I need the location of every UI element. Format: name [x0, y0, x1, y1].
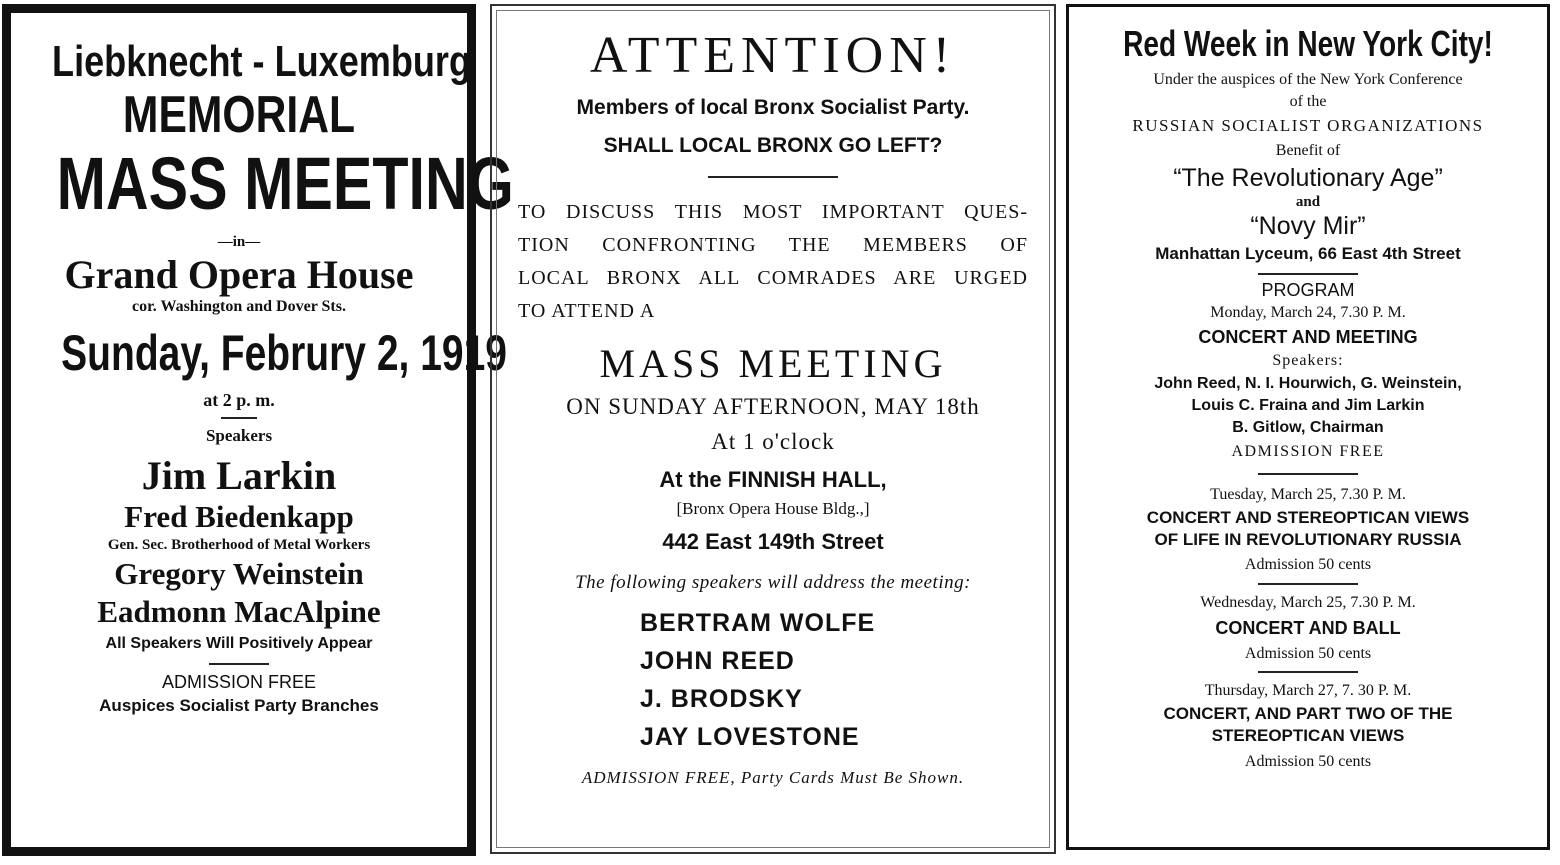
- p2-body: [518, 196, 1028, 328]
- p2-divider: [708, 176, 838, 178]
- p3-e2-title-2: OF LIFE IN REVOLUTIONARY RUSSIA: [1154, 530, 1462, 549]
- p3-auspices-2: of the: [1289, 93, 1327, 110]
- p2-bldg: [Bronx Opera House Bldg.,]: [676, 499, 870, 518]
- p3-e2-admission: Admission 50 cents: [1244, 556, 1372, 573]
- p2-speaker-lovestone: JAY LOVESTONE: [640, 723, 860, 751]
- p2-footer: ADMISSION FREE, Party Cards Must Be Shown.: [581, 768, 965, 787]
- p1-note: All Speakers Will Positively Appear: [105, 635, 373, 652]
- p3-e2-title-1: CONCERT AND STEREOPTICAN VIEWS: [1146, 508, 1470, 527]
- p1-date: Sunday, Februry 2, 1919: [61, 325, 507, 381]
- p3-auspices-1: Under the auspices of the New York Conference: [1153, 71, 1463, 88]
- p2-speaker-wolfe: BERTRAM WOLFE: [640, 609, 876, 637]
- p2-speaker-brodsky: J. BRODSKY: [640, 685, 803, 713]
- p1-speaker-weinstein: Gregory Weinstein: [114, 556, 364, 591]
- p3-e1-speakers-label: Speakers:: [1272, 352, 1344, 369]
- p2-title: ATTENTION!: [589, 27, 957, 84]
- p3-title: Red Week in New York City!: [1123, 23, 1493, 64]
- p1-speaker-larkin: Jim Larkin: [141, 453, 337, 498]
- p2-line1: Members of local Bronx Socialist Party.: [576, 96, 970, 119]
- p1-in-word: —in—: [217, 234, 261, 250]
- p3-e1-admission: ADMISSION FREE: [1231, 443, 1385, 460]
- p2-intro: The following speakers will address the meeting:: [575, 572, 971, 593]
- p1-title-mass-meeting: MASS MEETING: [56, 142, 514, 225]
- p3-e1-speakers-1: John Reed, N. I. Hourwich, G. Weinstein,: [1154, 375, 1462, 392]
- p3-e4-admission: Admission 50 cents: [1244, 753, 1372, 770]
- p1-title-names: Liebknecht - Luxemburg: [52, 37, 472, 86]
- p3-e1-date: Monday, March 24, 7.30 P. M.: [1210, 304, 1406, 321]
- p3-paper-1: “The Revolutionary Age”: [1173, 164, 1443, 192]
- p1-admission: ADMISSION FREE: [161, 672, 317, 692]
- p1-speaker-biedenkapp: Fred Biedenkapp: [124, 499, 354, 534]
- p3-e4-title-2: STEREOPTICAN VIEWS: [1211, 726, 1405, 745]
- p3-program: PROGRAM: [1261, 280, 1355, 300]
- p2-body-line1: TO DISCUSS THIS MOST IMPORTANT QUES-: [518, 201, 1028, 223]
- p3-benefit: Benefit of: [1275, 142, 1341, 159]
- p1-speaker-biedenkapp-title: Gen. Sec. Brotherhood of Metal Workers: [107, 537, 371, 553]
- p3-and: and: [1295, 194, 1321, 210]
- p2-body-line4: TO ATTEND A: [518, 300, 656, 322]
- p3-divider-4: [1258, 671, 1358, 673]
- poster-red-week: [1066, 4, 1550, 850]
- p3-e1-speakers-3: B. Gitlow, Chairman: [1232, 419, 1384, 436]
- p3-e3-date: Wednesday, March 25, 7.30 P. M.: [1200, 594, 1416, 611]
- p2-speaker-list: [640, 604, 1054, 756]
- p3-paper-2: “Novy Mir”: [1250, 212, 1366, 240]
- p1-divider-2: [209, 663, 269, 665]
- p3-e2-date: Tuesday, March 25, 7.30 P. M.: [1210, 486, 1406, 503]
- p2-when: ON SUNDAY AFTERNOON, MAY 18th: [566, 394, 980, 419]
- poster-attention-bronx: [490, 4, 1056, 854]
- p3-e1-speakers-2: Louis C. Fraina and Jim Larkin: [1191, 397, 1425, 414]
- p3-divider-3: [1258, 583, 1358, 585]
- p2-line2: SHALL LOCAL BRONX GO LEFT?: [603, 134, 943, 157]
- p1-speaker-macalpine: Eadmonn MacAlpine: [97, 594, 381, 629]
- p2-body-line2: TION CONFRONTING THE MEMBERS OF: [518, 234, 1028, 256]
- p3-e4-date: Thursday, March 27, 7. 30 P. M.: [1204, 682, 1412, 699]
- p2-mass-meeting: MASS MEETING: [599, 341, 947, 386]
- p2-hall: At the FINNISH HALL,: [659, 467, 887, 492]
- p1-title-memorial: MEMORIAL: [122, 86, 356, 144]
- p1-speakers-label: Speakers: [205, 426, 273, 445]
- p3-divider-1: [1258, 273, 1358, 275]
- p3-e4-title-1: CONCERT, AND PART TWO OF THE: [1163, 704, 1453, 723]
- p1-venue-sub: cor. Washington and Dover Sts.: [132, 298, 346, 315]
- poster-liebknecht-luxemburg: [2, 4, 514, 856]
- p2-address: 442 East 149th Street: [662, 529, 884, 554]
- p3-e3-admission: Admission 50 cents: [1244, 645, 1372, 662]
- p3-e1-title: CONCERT AND MEETING: [1198, 327, 1418, 347]
- p3-divider-2: [1258, 473, 1358, 475]
- p2-speaker-reed: JOHN REED: [640, 647, 795, 675]
- p3-place: Manhattan Lyceum, 66 East 4th Street: [1155, 244, 1461, 263]
- p2-time: At 1 o'clock: [711, 429, 835, 454]
- p1-auspices: Auspices Socialist Party Branches: [99, 696, 379, 715]
- p2-body-line3: LOCAL BRONX ALL COMRADES ARE URGED: [518, 267, 1028, 289]
- p3-e3-title: CONCERT AND BALL: [1215, 618, 1401, 638]
- p1-divider: [221, 417, 257, 419]
- p1-time: at 2 p. m.: [203, 390, 275, 410]
- p1-venue: Grand Opera House: [64, 252, 414, 297]
- p3-auspices-3: RUSSIAN SOCIALIST ORGANIZATIONS: [1132, 116, 1484, 135]
